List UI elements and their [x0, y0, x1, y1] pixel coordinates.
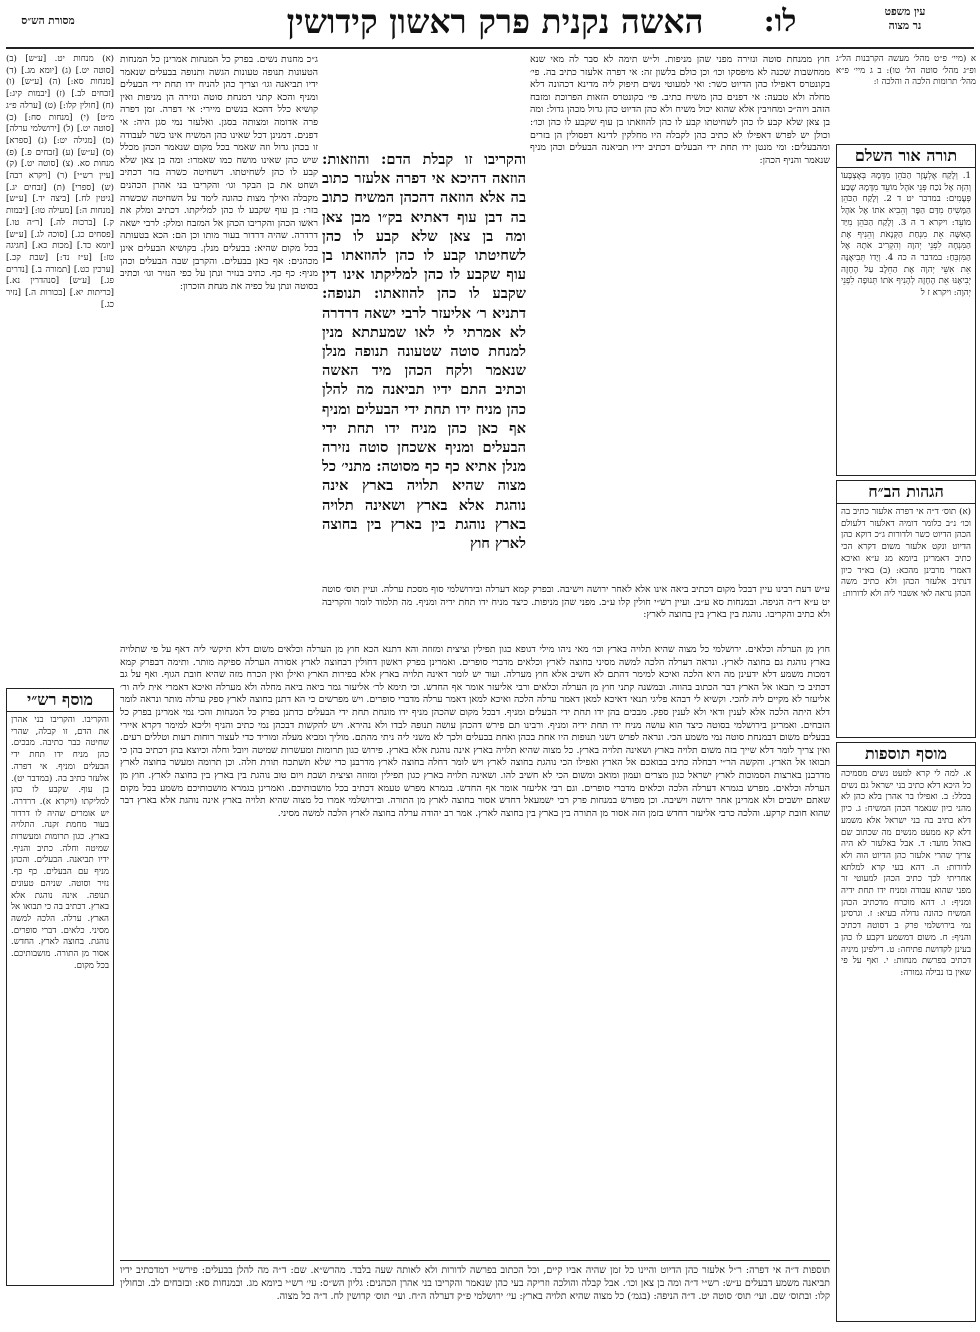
torah-or-box [836, 144, 976, 476]
lower-commentary: חוץ מן הערלה וכלאים. ירושלמי כל מצוה שהיא תלויה בארץ וכו׳ מאי ניהו מילי דגופא כגון תפילין וציצית ומזוזה והא דתנא הכא חוץ מן הערלה וכלאים משום דלא תיקשי ליה דאף על פי שתלויה בארץ נוהגת גם בחוצה לארץ. ונראה דערלה הלכה למשה מסיני בחוצה לארץ וכלאים מדברי סופרים. ואמרינן בפרק ראשון דחולין דבחוצה לארץ אסורה הערלה ספיקה מותר. ותימה דבפרק קמא דמכות משמע דלא ידעינן מה היא הלכה ואיכא למימר דהתם לא חשיב אלא חוץ מערלה. ועוד יש לומר דאינה תלויה בארץ אלא בפירות הארץ ואילן ואין הכרח מזה שהיא חובת הגוף. ואף על גב דכתיב כי תבאו אל הארץ דבר הכתוב בהווה. ובמשנה קתני חוץ מן הערלה וכלאים ורבי אליעזר אומר אף החדש. וכי תימא לר׳ אליעזר גמר ביאה ביאה מחלה ולא מערלה ואיכא דאמרי אית ליה ור׳ אליעזר לא מקיים ליה להכי. וקשיא לי דבהא פליגי תנאי דאיכא למאן דאמר ערלה הלכה ואיכא למאן דאמר ערלה מדברי סופרים. ויש מפרשים כי הא דתנן בחוצה לארץ ספק ערלה מותר ונראה לומר דלא היתה הלכה אלא לענין ודאי ולא לענין ספק. מבכים בהן ידו תחת ידי הבעלים ומניף. דבכל מקום שהכהן מניף ידו מונחת תחת ידי הבעלים כדתנן בפרק כל המנחות והכי נמי אמרינן בפרק כל הזבחים. ואמרינן בירושלמי בסוטה כיצד הוא עושה מניח ידו תחת ידיה ומניף. ורבינו תם פירש דהכהן עושה תנופה לבדו ולא נהירא. ויש להקשות דבכהן נמי כתיב והניף וליכא למימר דקרא איירי בבעלים משום דבמנחת סוטה נמי משמע הכי. ונראה לפרש דשני תנופות היו אחת בכהן ואחת בבעלים ולכך לא משני ליה ניתי מהתם. מוליך ומביא מעלה ומוריד כדי לעצור רוחות רעות וטללים רעים. ואין צריך לומר דלא שייך בזה משום תלויה בארץ ושאינה תלויה בארץ. כל מצוה שהיא תלויה בארץ אינה נוהגת אלא בארץ. פירוש כגון תרומות ומעשרות שמיטה ויובל וחלה וכיוצא בהן דכתיב בהן כי תבואו אל הארץ. והקשה הר״י דבחלה כתיב בבואכם אל הארץ ואפילו הכי נוהגת בחוצה לארץ ויש לומר דחלה בחוצה לארץ מדרבנן כדי שלא תשתכח תורת חלה. וכן תרומה ומעשר בחוצה לארץ מדרבנן בארצות הסמוכות לארץ ישראל כגון מצרים ועמון ומואב ומשום הכי לא חשיב להו. ושאינה תלויה בארץ כגון תפילין ומזוזה וציצית ושבת ויום טוב נוהגת בין בארץ בין בחוצה לארץ. חוץ מן הערלה וכלאים. מפרש בגמרא דערלה הלכה וכלאים מדברי סופרים. וגם רבי אליעזר אומר אף החדש. בגמרא מפרש טעמא דכתיב בכל מושבותיכם. ואמרינן בגמרא מושבותיכם משמע בכל מקום שאתם יושבים ולא אמרינן אחר ירושה וישיבה. וכן מפורש במנחות פרק רבי ישמעאל דחדש אסור בחוצה לארץ מן התורה. ובירושלמי אמרו כל מצוה שהיא תלויה בארץ אינה נוהגת אלא בארץ דבר שהוא חובת קרקע. והלכה כרבי אליעזר דחדש בזמן הזה אסור מן התורה בין בארץ בין בחוצה לארץ. אמר רב יהודה ערלה בחוצה לארץ הלכה למשה מסיני. [120, 644, 830, 819]
hagahot-text: (א) תוס׳ ד״ה אי דפרה אלעזר כתיב בה וכו׳ נ״ב כלומר דומיה דאלעזר דלעולם הכהן הדיוט כשר ולדורות ג״כ דוקא כהן הדיוט ונקט אלעזר משום דקרא הכי כתיב דאמרינן ביומא מג ע״א ואיכא דאמרי מרבינן מהכא: (ב) בא״ד כיון דנתיב אלעזר הכהן ולא כתיב משה הכהן נראה לאי אשבוי ליה ולא לדורות: [841, 507, 971, 599]
page-number: לו: [763, 4, 797, 39]
footer-notes: תוספות ד״ה אי דפרה: ר״ל אלעזר כהן הדיוט והיינו כל זמן שהיה אביו קיים, וכל הכתוב בפרשה לדורות ולא לאותה שעה בלבד. מהרש״א. שם: ד״ה מה להלן בבעלים: פירש״י דמדכתיב ידיו תביאנה משמע דבעלים ע״ש: רש״י ד״ה ומה בן צאן וכו׳. אבל קבלה והולכה וזריקה בעי כהן שנאמר והקריבו בני אהרן הכהנים: גליון הש״ס: עי׳ רש״י ביומא מג. ובמנחות סא: ובזבחים לב. ובחולין קלו: ובתוס׳ שם. ועי׳ תוס׳ סוטה יט. ד״ה הניפה: (בגמ׳) כל מצוה שהיא תלויה בארץ: עי׳ ירושלמי פ״ק דערלה ה״ח. ועי׳ תוס׳ קדושין לח. ד״ה כל מצוה. [120, 1265, 830, 1302]
musaf-rashi-box [6, 688, 114, 1286]
header-rule [6, 47, 974, 49]
masoret-hashas-title: מסורת הש״ס [21, 15, 75, 27]
musaf-rashi-text: והקריבו. והקריבו בני אהרן את הדם, זו קבלה, שהרי שחיטה כבר כתיבה. מבכים. כהן מניח ידו תחת ידי הבעלים ומניף. אי דפרה. אלעזר כתיב בה. (במדבר יט). בן עוף. שקבע לו כהן למליקתו (ויקרא א). דרדרה. יש אומרים שהיה לו דרדור בעור מחמת זקנה. התלויה בארץ. כגון תרומות ומעשרות שמיטה וחלה. כתיב והניף. ידיו תביאנה. הבעלים. והכהן מניף עם הבעלים. כף כף. נזיר וסוטה. שניהם טעונים תנופה. אינה נוהגת אלא בארץ. דכתיב בה כי תבואו אל הארץ. ערלה. הלכה למשה מסיני. כלאים. דברי סופרים. נוהגת. בחוצה לארץ. החדש. אסור מן התורה. מושבותיכם. בכל מקום. [10, 715, 109, 971]
rashi-commentary: חוץ ממנחת סוטה ונזירה מפני שהן מניפות. ול״ש תימה לא סבר לה מאי שנא ממחשבות שכנה לא מיפסקו וכו׳ וכן כולם בלשון זה: אי דפרה אלעזר כתיב בה. פי׳ בקונטרס דאפילו כהן הדיוט כשר: ואי למעוטי נשים תיפוק ליה מדינא דכהונה דלא מחלה ולא טבעה: אי דפנים כהן משיח כתיב. פי׳ בקונטרס הזאות הפרוכת ומזבח הזהב ויוה״כ ומחויבין אלא שהוא יכול משיח ולא כהן הדיוט כהן גדול מכהן גדול: ומה בן צאן שלא קבע לו כהן לשחיטתו קבע לו כהן להוזאתו בן עוף שקבע לו כהן וכו׳: וכולן יש לפרש דאפילו לא כתיב כהן לקבלה היו מחלקין לדינא דפסולין הן בזרים ומהבעלים: ומי מנטן ידו תחת ידי הבעלים דכתיב ידיו תביאנה הבעלים וכהן מניף שנאמר והניף הכהן: [530, 54, 830, 166]
page-title: האשה נקנית פרק ראשון קידושין [286, 2, 704, 41]
musaf-tosafot-title: מוסף תוספות [837, 743, 975, 766]
hagahot-title: הגהות הב״ח [837, 481, 975, 504]
masoret-hashas-text: (א) מנחות יט. [ע״ש] (ב) [סוטה יט.] (ג) [יומא מג.] (ד) [מנחות סא:] (ה) [ע״ש] (ו) [זבחים לב.] (ז) [יבמות קיג:] (ח) [חולין קלו:] (ט) [ערלה פ״ג מ״ט] (י) [מנחות סח:] (כ) [סוטה יט.] (ל) [ירושלמי ערלה] (מ) [מגילה יט:] (נ) [ספרא] (ס) [ע״ש] (ע) [זבחים פ.] (פ) מנחות סא. (צ) [סוטה יט.] (ק) [עיין רש״י] (ר) [ויקרא רבה] (ש) [ספרי] (ת) [זבחים יג.] [גיטין לח.] [ביצה יד.] [ע״ש] [מנחות ה:] [מעילה טו:] [יבמות ק.] [ברכות לה.] [ר״ה טו.] [פסחים כג.] [סוכה לג.] [ע״ש] [יומא כד.] [מכות כא.] [חגיגה טז:] [ע״ז נד:] [שבת קכ.] [ערכין כט.] [תמורה ב.] [נדרים פג.] [ע״ש] [סנהדרין נא.] [כריתות יא.] [בכורות ה.] [נזיר כג.] [6, 54, 114, 310]
ein-mishpat-title: עין משפט [884, 6, 926, 18]
musaf-tosafot-box [836, 742, 976, 1322]
torah-or-title: תורה אור השלם [837, 145, 975, 168]
hagahot-box [836, 480, 976, 738]
torah-or-text: 1. וְלָקַח אֶלְעָזָר הַכֹּהֵן מִדָּמָהּ בְּאֶצְבָּעוֹ וְהִזָּה אֶל נֹכַח פְּנֵי אֹהֶל מוֹעֵד מִדָּמָהּ שֶׁבַע פְּעָמִים: במדבר יט ד 2. וְלָקַח הַכֹּהֵן הַמָּשִׁיחַ מִדַּם הַפָּר וְהֵבִיא אֹתוֹ אֶל אֹהֶל מוֹעֵד: ויקרא ד ה 3. וְלָקַח הַכֹּהֵן מִיַּד הָאִשָּׁה אֵת מִנְחַת הַקְּנָאֹת וְהֵנִיף אֶת הַמִּנְחָה לִפְנֵי יְהוָה וְהִקְרִיב אֹתָהּ אֶל הַמִּזְבֵּחַ: במדבר ה כה 4. וְיָדוֹ תְּבִיאֶנָּה אֵת אִשֵּׁי יְהוָה אֶת הַחֵלֶב עַל הֶחָזֶה יְבִיאֶנּוּ אֵת הֶחָזֶה לְהָנִיף אֹתוֹ תְּנוּפָה לִפְנֵי יְהוָה: ויקרא ז ל [841, 171, 971, 299]
ein-mishpat-text: א (מיי׳ פ״ט מהל׳ מעשה הקרבנות הל״ג ופ״ג מהל׳ סוטה הל׳ טו): ב ג מיי׳ פ״א מהל׳ תרומות הלכה ה והלכה ו: [836, 54, 976, 88]
gemara-text: והקריבו זו קבלת הדם: והוזאות: הוזאה דהיכא אי דפרה אלעזר כתוב בה אלא הוזאה דהכהן המשיח כתוב בה דבן עוף דאתיא בק״ו מבן צאן ומה בן צאן שלא קבע לו כהן לשחיטתו קבע לו כהן להוזאתו בן עוף שקבע לו כהן למליקתו אינו דין שקבע לו כהן להוזאתו: תנופה: דתניא ר׳ אליעזר לרבי ישאה דרדרה לא אמרתי לי לאו שמעתתא מנין למנחת סוטה שטעונה תנופה מנלן שנאמר ולקח הכהן מיד האשה וכתיב התם ידיו תביאנה מה להלן כהן מניח ידו תחת ידי הבעלים ומניף אף כאן כהן מניח ידו תחת ידי הבעלים ומניף אשכחן סוטה נזירה מנלן אתיא כף כף מסוטה: מתני׳ כל מצוה שהיא תלויה בארץ אינה נוהגת אלא בארץ ושאינה תלויה בארץ נוהגת בין בארץ בין בחוצה לארץ חוץ [322, 151, 526, 553]
header-bar [0, 0, 980, 48]
musaf-rashi-title: מוסף רש״י [7, 689, 113, 712]
musaf-tosafot-text: א. למה לי קרא למעט נשים מסמיכה כל היכא דלא כתיב בני ישראל גם נשים בכלל: ב. ואפילו בר אהרן בלא כהן לא מהני כיון שנאמר הכהן המשיח: ג. כיון דלא כתיב בה בני ישראל אלא משמע דלא קא ממעט מנשים מה שכתוב שם באהל מועד: ד. אבל באלעזר לא היה צריך שהרי אלעזר כהן הדיוט הוה ולא לדורות: ה. דהא בעי קרא למלתא אחריתי לכך כתיב הכהן למעוטי זר מפני שהוא עבודה ומניח ידו תחת ידיה ומניף: ו. דהא מוכרח מדכתיב הכהן המשיח כהונה גדולה בעיא: ז. וגרסינן נמי בירושלמי פרק ב דסוטה דכתיב והניף: ח. משום דמשמע דקבע לו כהן בעינן לקדושת פתיחה: ט. דילפינן מיניה דכתיב בפרשת מנחות: י. ואף על פי שאין בו נבילה גמורה: [841, 769, 971, 978]
footer-rule [120, 1260, 830, 1261]
ner-mitzva-title: נר מצוה [888, 20, 922, 32]
tosafot-commentary: ג״כ מחנות נשים. בפרק כל המנחות אמרינן כל המנחות הטעונות תנופה טעונות הגשה ותנופה בבעלים שנאמר ידיו תביאנה וגו׳ וצריך כהן להניח ידו תחת ידי הבעלים ומניף והכא קתני דמנחת סוטה ונזירה הן מניפות ואין קושיא כלל דהכא בנשים מיירי: אי דפרה. זמן דפרה פרה אדומה ומצותה בסגן. ואלעזר נמי סגן היה: אי דפנים. דמנינן דכל שאינו כהן המשיח אינו כשר לעבודה זו בכהן גדול וזה שאמר בכל מקום שנאמר הכהן מכלל שיש כהן שאינו מושח כמו שאמרו: ומה בן צאן שלא קבע לו כהן לשחיטתו. דשחיטה כשרה בזר דכתיב ושחט את בן הבקר וגו׳ והקריבו בני אהרן הכהנים מקבלה ואילך מצות כהונה לימד על השחיטה שכשרה בזר: בן עוף שקבע לו כהן למליקתו. דכתיב ומלק את ראשו הכהן והקריבו הכהן אל המזבח ומלק: לרבי ישאה דרדרה. שהיה דרדור בעור מותו וכן הם: הכא בטעותה בכל מקום שהיא: בבעלים מנלן. בקושיא הבעלים אינן מכהנים: אף כאן בבעלים. והקרבן שבה הבעלים וכהן מניף: כף כף. כתיב בנזיר ונתן על כפי הנזיר וגו׳ וכתיב בסוטה ונתן על כפיה את מנחת הזכרון: [120, 54, 318, 292]
lower-right-commentary: ע״ש דעת רבינו עיין דבכל מקום דכתיב ביאה אינו אלא לאחר ירושה וישיבה. ובפרק קמא דערלה ובירושלמי סוף מסכת ערלה. ועיין תוס׳ סוטה יט ע״א ד״ה הניפה. ובמנחות סא ע״ב. ועיין רש״י חולין קלו ע״ב. מפני שהן מניפות. כיצד מניח ידו תחת ידיה ומניף. מה תלמוד לומר והקריבה ולא כתיב והקריבו. נוהגת בין בארץ בין בחוצה לארץ: [322, 584, 830, 621]
